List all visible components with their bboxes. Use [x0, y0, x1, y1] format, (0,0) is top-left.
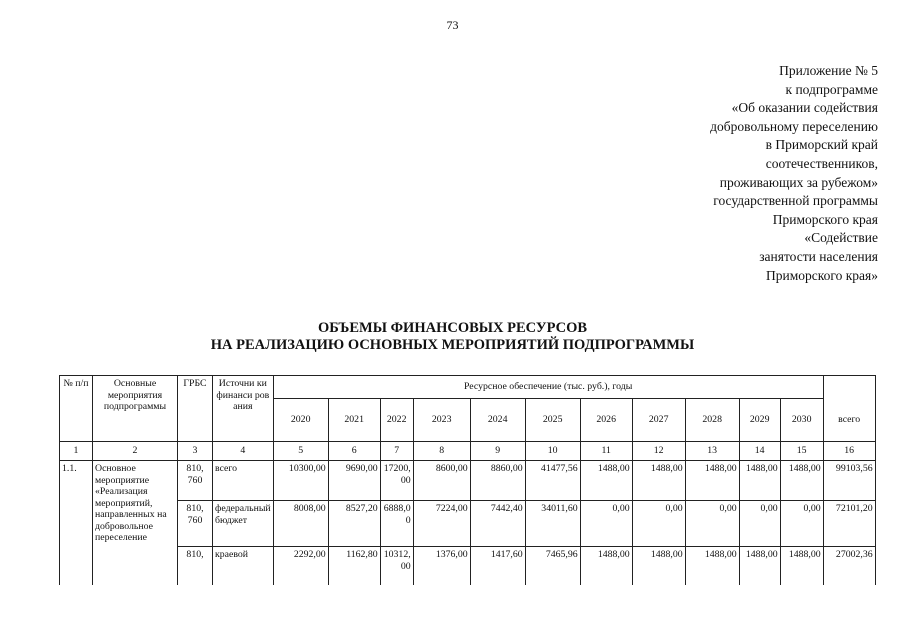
value-cell: 7465,96	[525, 547, 580, 585]
value-cell: 10300,00	[273, 461, 328, 501]
document-title	[0, 320, 905, 354]
value-cell: 2292,00	[273, 547, 328, 585]
column-number: 13	[685, 442, 739, 461]
appendix-note	[710, 62, 878, 285]
value-cell: 1488,00	[580, 461, 632, 501]
appendix-line: соотечественников,	[765, 155, 878, 171]
appendix-line: в Приморский край	[765, 137, 878, 153]
header-year: 2026	[580, 399, 632, 442]
value-cell: 1488,00	[632, 547, 685, 585]
column-number-row	[60, 442, 876, 461]
column-number: 12	[632, 442, 685, 461]
value-cell: 1417,60	[470, 547, 525, 585]
value-cell: 7224,00	[413, 501, 470, 547]
value-cell: 6888,00	[380, 501, 413, 547]
total-cell: 27002,36	[823, 547, 875, 585]
header-year: 2023	[413, 399, 470, 442]
value-cell: 8008,00	[273, 501, 328, 547]
value-cell: 17200,00	[380, 461, 413, 501]
value-cell: 8527,20	[328, 501, 380, 547]
value-cell: 7442,40	[470, 501, 525, 547]
value-cell: 1488,00	[632, 461, 685, 501]
total-cell: 72101,20	[823, 501, 875, 547]
appendix-line: проживающих за рубежом»	[719, 174, 878, 190]
header-total-top	[823, 376, 875, 399]
appendix-line: Приложение № 5	[779, 63, 878, 78]
source-cell: краевой	[213, 547, 274, 585]
appendix-line: «Об оказании содействия	[731, 100, 878, 116]
item-activity: Основное мероприятие «Реализация мероприятий, направленных на добровольное переселение	[93, 461, 178, 585]
value-cell: 34011,60	[525, 501, 580, 547]
header-year: 2027	[632, 399, 685, 442]
value-cell: 8860,00	[470, 461, 525, 501]
value-cell: 1488,00	[780, 461, 823, 501]
value-cell: 1488,00	[780, 547, 823, 585]
value-cell: 1488,00	[580, 547, 632, 585]
header-total: всего	[823, 399, 875, 442]
header-num: № п/п	[60, 376, 93, 442]
source-cell: федеральный бюджет	[213, 501, 274, 547]
appendix-line: Приморского края»	[766, 267, 878, 283]
header-year: 2030	[780, 399, 823, 442]
column-number: 7	[380, 442, 413, 461]
column-number: 16	[823, 442, 875, 461]
value-cell: 0,00	[780, 501, 823, 547]
table-row-regional	[60, 547, 876, 585]
column-number: 8	[413, 442, 470, 461]
value-cell: 0,00	[580, 501, 632, 547]
header-row-1	[60, 376, 876, 399]
value-cell: 0,00	[632, 501, 685, 547]
appendix-line: Приморского края	[772, 211, 878, 227]
column-number: 6	[328, 442, 380, 461]
value-cell: 1488,00	[739, 461, 780, 501]
value-cell: 1488,00	[685, 461, 739, 501]
column-number: 2	[93, 442, 178, 461]
appendix-line: добровольному переселению	[710, 118, 878, 134]
appendix-line: к подпрограмме	[785, 81, 878, 97]
total-cell: 99103,56	[823, 461, 875, 501]
grbs-cell: 810,	[178, 547, 213, 585]
appendix-line: «Содействие	[804, 230, 878, 246]
column-number: 11	[580, 442, 632, 461]
column-number: 15	[780, 442, 823, 461]
value-cell: 1488,00	[739, 547, 780, 585]
header-activity: Основные мероприятия подпрограммы	[93, 376, 178, 442]
header-grbs: ГРБС	[178, 376, 213, 442]
column-number: 3	[178, 442, 213, 461]
appendix-line: занятости населения	[759, 248, 878, 264]
header-year: 2021	[328, 399, 380, 442]
appendix-line: государственной программы	[713, 193, 878, 209]
value-cell: 10312,00	[380, 547, 413, 585]
header-source: Источни ки финанси рования	[213, 376, 274, 442]
value-cell: 1162,80	[328, 547, 380, 585]
value-cell: 0,00	[739, 501, 780, 547]
grbs-cell: 810, 760	[178, 501, 213, 547]
column-number: 5	[273, 442, 328, 461]
column-number: 1	[60, 442, 93, 461]
value-cell: 0,00	[685, 501, 739, 547]
column-number: 9	[470, 442, 525, 461]
grbs-cell: 810, 760	[178, 461, 213, 501]
value-cell: 1488,00	[685, 547, 739, 585]
column-number: 14	[739, 442, 780, 461]
source-cell: всего	[213, 461, 274, 501]
header-year: 2029	[739, 399, 780, 442]
value-cell: 9690,00	[328, 461, 380, 501]
page-number: 73	[446, 18, 459, 32]
item-number: 1.1.	[60, 461, 93, 585]
title-line-2: НА РЕАЛИЗАЦИЮ ОСНОВНЫХ МЕРОПРИЯТИЙ ПОДПРОГРАММЫ	[210, 337, 695, 353]
header-resources: Ресурсное обеспечение (тыс. руб.), годы	[273, 376, 823, 399]
value-cell: 8600,00	[413, 461, 470, 501]
header-year: 2024	[470, 399, 525, 442]
header-year: 2025	[525, 399, 580, 442]
table-row-federal	[60, 501, 876, 547]
title-line-1: ОБЪЕМЫ ФИНАНСОВЫХ РЕСУРСОВ	[317, 320, 588, 336]
header-year: 2022	[380, 399, 413, 442]
table-row-total	[60, 461, 876, 501]
value-cell: 41477,56	[525, 461, 580, 501]
financing-table	[59, 375, 876, 585]
value-cell: 1376,00	[413, 547, 470, 585]
header-year: 2028	[685, 399, 739, 442]
header-year: 2020	[273, 399, 328, 442]
column-number: 10	[525, 442, 580, 461]
column-number: 4	[213, 442, 274, 461]
